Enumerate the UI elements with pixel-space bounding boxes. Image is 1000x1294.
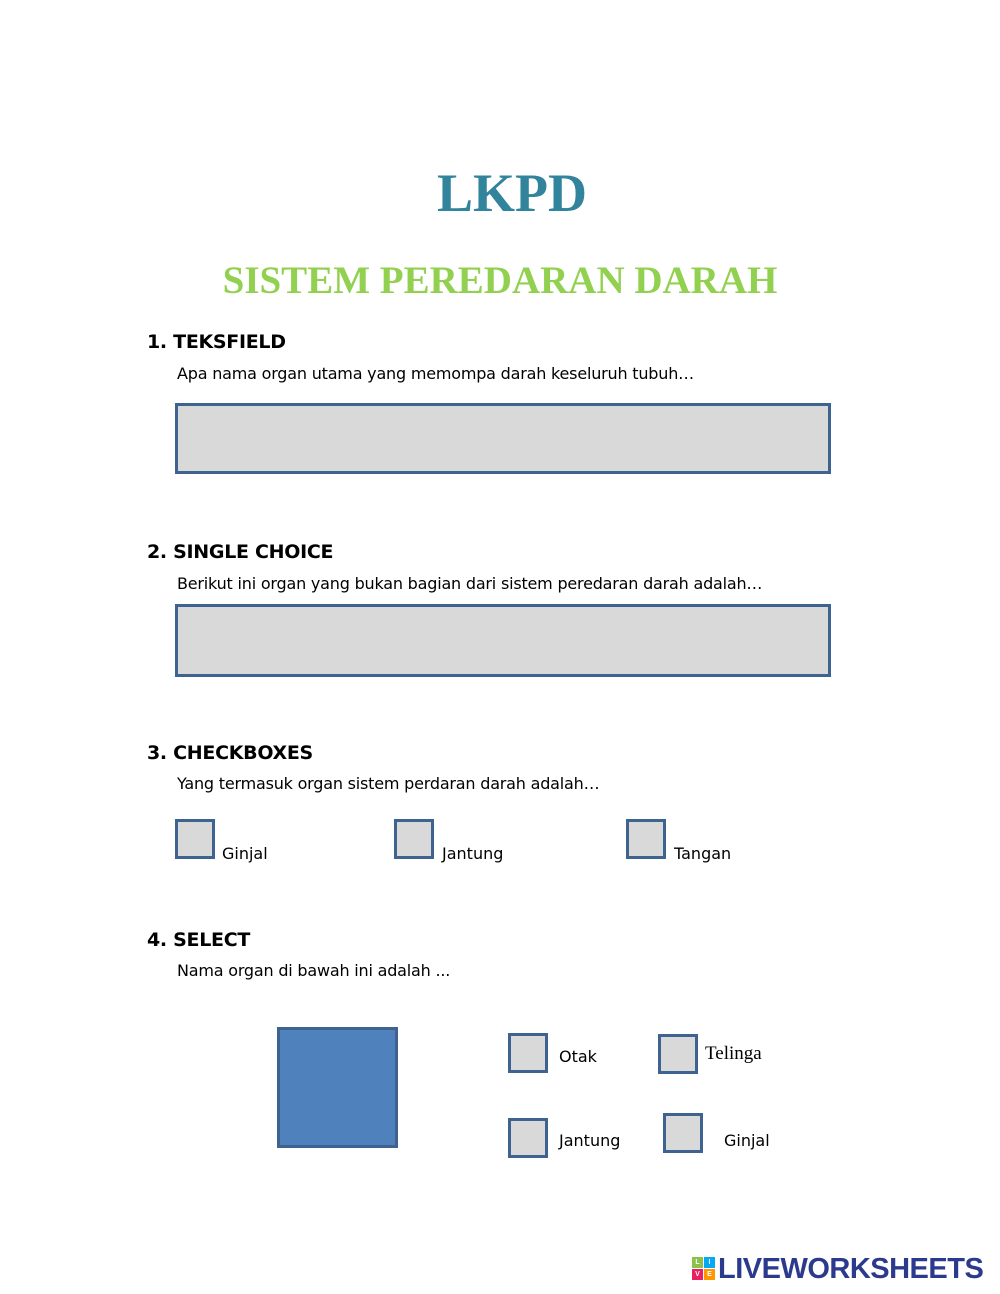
logo-mark-i: I [704, 1257, 715, 1268]
checkbox-label-ginjal: Ginjal [222, 844, 268, 863]
select-option-ginjal-label: Ginjal [724, 1131, 770, 1150]
answer-2-single-choice-field[interactable] [175, 604, 831, 677]
page-subtitle: SISTEM PEREDARAN DARAH [222, 259, 778, 302]
answer-1-textfield[interactable] [175, 403, 831, 474]
select-option-otak-box[interactable] [508, 1033, 548, 1073]
select-option-jantung-box[interactable] [508, 1118, 548, 1158]
liveworksheets-logo-icon [692, 1257, 716, 1281]
select-option-jantung-label: Jantung [559, 1131, 621, 1150]
select-option-otak-label: Otak [559, 1047, 597, 1066]
select-option-telinga-label: Telinga [705, 1043, 762, 1064]
select-option-telinga-box[interactable] [658, 1034, 698, 1074]
question-3-prompt: Yang termasuk organ sistem perdaran darah adalah… [177, 774, 600, 793]
question-2-prompt: Berikut ini organ yang bukan bagian dari sistem peredaran darah adalah… [177, 574, 763, 593]
question-4-prompt: Nama organ di bawah ini adalah ... [177, 961, 451, 980]
question-2-heading: 2. SINGLE CHOICE [147, 541, 334, 563]
checkbox-jantung[interactable] [394, 819, 434, 859]
question-3-heading: 3. CHECKBOXES [147, 742, 313, 764]
question-4-heading: 4. SELECT [147, 929, 251, 951]
question-1-prompt: Apa nama organ utama yang memompa darah keseluruh tubuh… [177, 364, 694, 383]
checkbox-ginjal[interactable] [175, 819, 215, 859]
checkbox-label-tangan: Tangan [674, 844, 732, 863]
checkbox-tangan[interactable] [626, 819, 666, 859]
logo-mark-v: V [692, 1269, 703, 1280]
liveworksheets-logo-text: LIVEWORKSHEETS [718, 1252, 984, 1285]
page-title: LKPD [436, 163, 587, 223]
liveworksheets-logo [692, 1252, 983, 1286]
question-1-heading: 1. TEKSFIELD [147, 331, 286, 353]
logo-mark-l: L [692, 1257, 703, 1268]
checkbox-label-jantung: Jantung [442, 844, 504, 863]
organ-image [277, 1027, 398, 1148]
select-option-ginjal-box[interactable] [663, 1113, 703, 1153]
logo-mark-e: E [704, 1269, 715, 1280]
